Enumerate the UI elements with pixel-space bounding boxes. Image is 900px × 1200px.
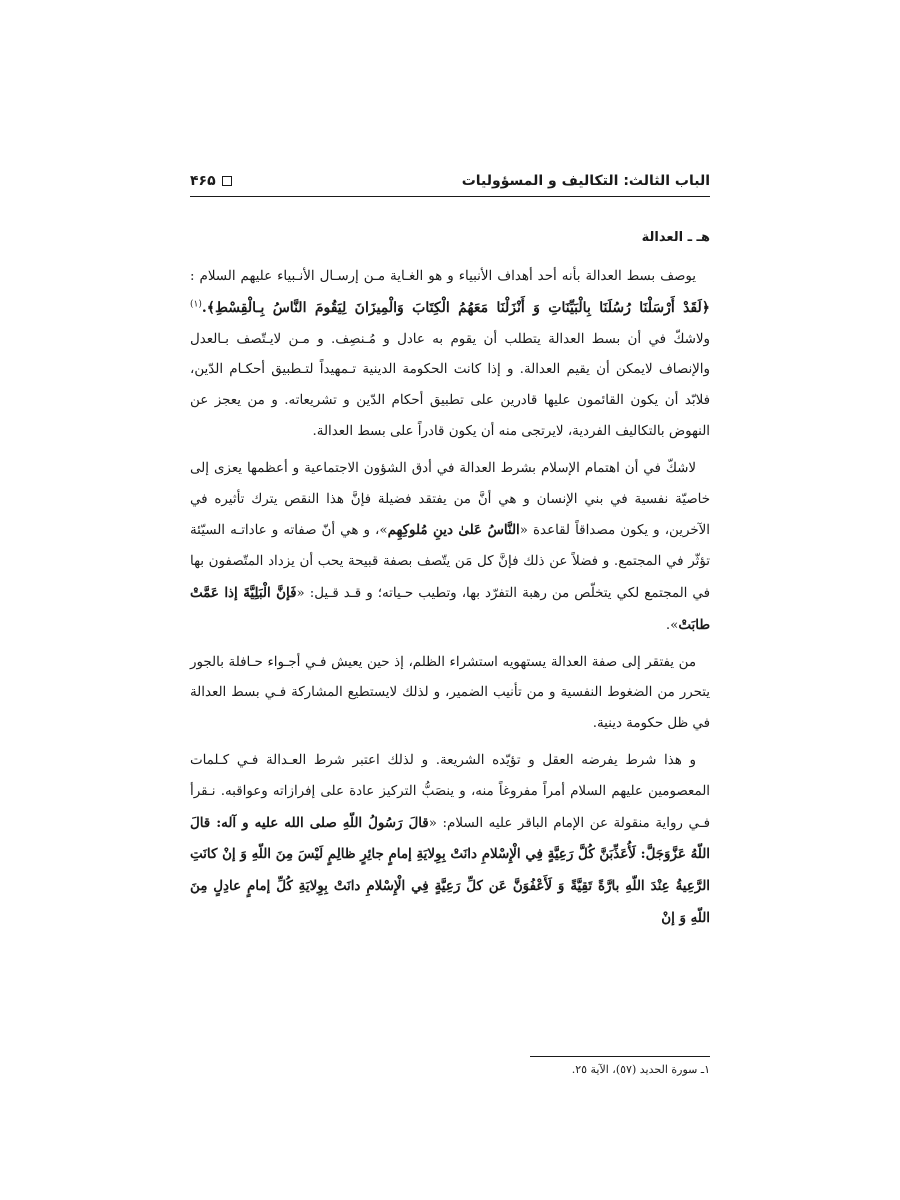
running-header bbox=[190, 168, 710, 194]
paragraph-1-rest: ولاشكّ في أن بسط العدالة يتطلب أن يقوم به عادل و مُـنصِف. و مـن لايـتّصف بـالعدل والإنصاف لايمكن أن يقيم العدالة. و إذا كانت الحكومة الدينية تـمهيداً لتـطبيق أحكـام الدّين، فلابّد أن يكون القائمون عليها قادرين على تطبيق أحكام الدّين و تشريعاته. و من يعجز عن النهوض بالتكاليف الفردية، لايرتجى منه أن يكون قادراً على بسط العدالة. bbox=[190, 331, 710, 439]
square-icon bbox=[222, 176, 232, 186]
body-text bbox=[190, 222, 710, 941]
paragraph-2-main: لاشكّ في أن اهتمام الإسلام بشرط العدالة في أدق الشؤون الاجتماعية و أعظمها يعزى إلى خاصيّة نفسية في بني الإنسان و هي أنَّ من يفتقد فضيلة فإنَّ هذا النقص يترك تأثيره في الآخرين، و يكون مصداقاً لقاعدة « bbox=[190, 460, 710, 539]
chapter-title: الباب الثالث: التكاليف و المسؤوليات bbox=[461, 173, 710, 189]
paragraph-3: من يفتقر إلى صفة العدالة يستهويه استشراء الظلم، إذ حين يعيش فـي أجـواء حـافلة بالجور يتحرر من الضغوط النفسية و من تأنيب الضمير، و لذلك لايستطيع المشاركة فـي بسط العدالة في ظل حكومة دينية. bbox=[190, 654, 710, 732]
paragraph-2-end: ». bbox=[665, 617, 679, 633]
quran-verse: ﴿لَقَدْ أَرْسَلْنَا رُسُلَنَا بِالْبَيِّنَاتِ وَ أَنْزَلْنَا مَعَهُمُ الْكِتَابَ وَالْمِيزَانَ لِيَقُومَ النَّاسُ بِـالْقِسْطِ﴾. bbox=[201, 299, 710, 316]
footnote-reference: (١) bbox=[190, 299, 202, 310]
paragraph-1 bbox=[190, 262, 710, 448]
paragraph-1-intro: يوصف بسط العدالة بأنه أحد أهداف الأنبياء و هو الغـاية مـن إرسـال الأنـبياء عليهم السلام : bbox=[190, 269, 696, 284]
hadith-quote: قالَ رَسُولُ اللّهِ صلى الله عليه و آله: قالَ اللّهُ عَزَّوَجَلَّ: لَأُعَذِّبَنَّ كُلَّ رَعِيَّةٍ فِي الْإِسْلامِ دانَتْ بِوِلايَةِ إمامٍ جائِرٍ ظالِمٍ لَيْسَ مِنَ اللّهِ وَ إنْ كانَتِ الرَّعِيةُ عِنْدَ اللّهِ بارَّةً تَقِيَّةً وَ لَأَعْفُوَنَّ عَن كلِّ رَعِيَّةٍ فِي الْإِسْلامِ دانَتْ بِوِلايَةِ كُلِّ إمامٍ عادِلٍ مِنَ اللّهِ وَ إنْ bbox=[190, 814, 710, 926]
paragraph-4-main: و هذا شرط يفرضه العقل و تؤيّده الشريعة. و لذلك اعتبر شرط العـدالة فـي كـلمات المعصومين عليهم السلام أمراً مفروغاً منه، و ينصَبُّ التركيز عادة على إفرازاته وعواقبه. نـقرأ فـي رواية منقولة عن الإمام الباقر عليه السلام: « bbox=[190, 752, 710, 831]
page-number: ۴۶۵ bbox=[190, 173, 216, 189]
page-number-group bbox=[190, 173, 232, 189]
footnote-divider bbox=[530, 1056, 710, 1057]
paragraph-2 bbox=[190, 454, 710, 642]
paragraph-4 bbox=[190, 746, 710, 935]
header-divider bbox=[190, 196, 710, 197]
proverb-quote-1: النَّاسُ عَلىٰ دينِ مُلوكِهِم bbox=[387, 522, 520, 539]
paragraph-2-middle: »، و هي أنّ صفاته و عاداتـه السيّئة تؤثّر في المجتمع. و فضلاً عن ذلك فإنَّ كل مَن يتّصف بصفة قبيحة يحب أن يزداد المتّصفون بها في المجتمع لكي يتخلّص من رهبة التفرّد بها، وتطيب حـياته؛ و قـد قـيل: « bbox=[190, 523, 710, 601]
proverb-quote-2: فَإنَّ الْبَلِيَّةَ إذا عَمَّتْ طابَتْ bbox=[190, 584, 710, 633]
section-heading: هـ ـ العدالة bbox=[641, 230, 710, 245]
footnote: ١ـ سورة الحديد (٥٧)، الآية ٢٥. bbox=[571, 1063, 710, 1076]
